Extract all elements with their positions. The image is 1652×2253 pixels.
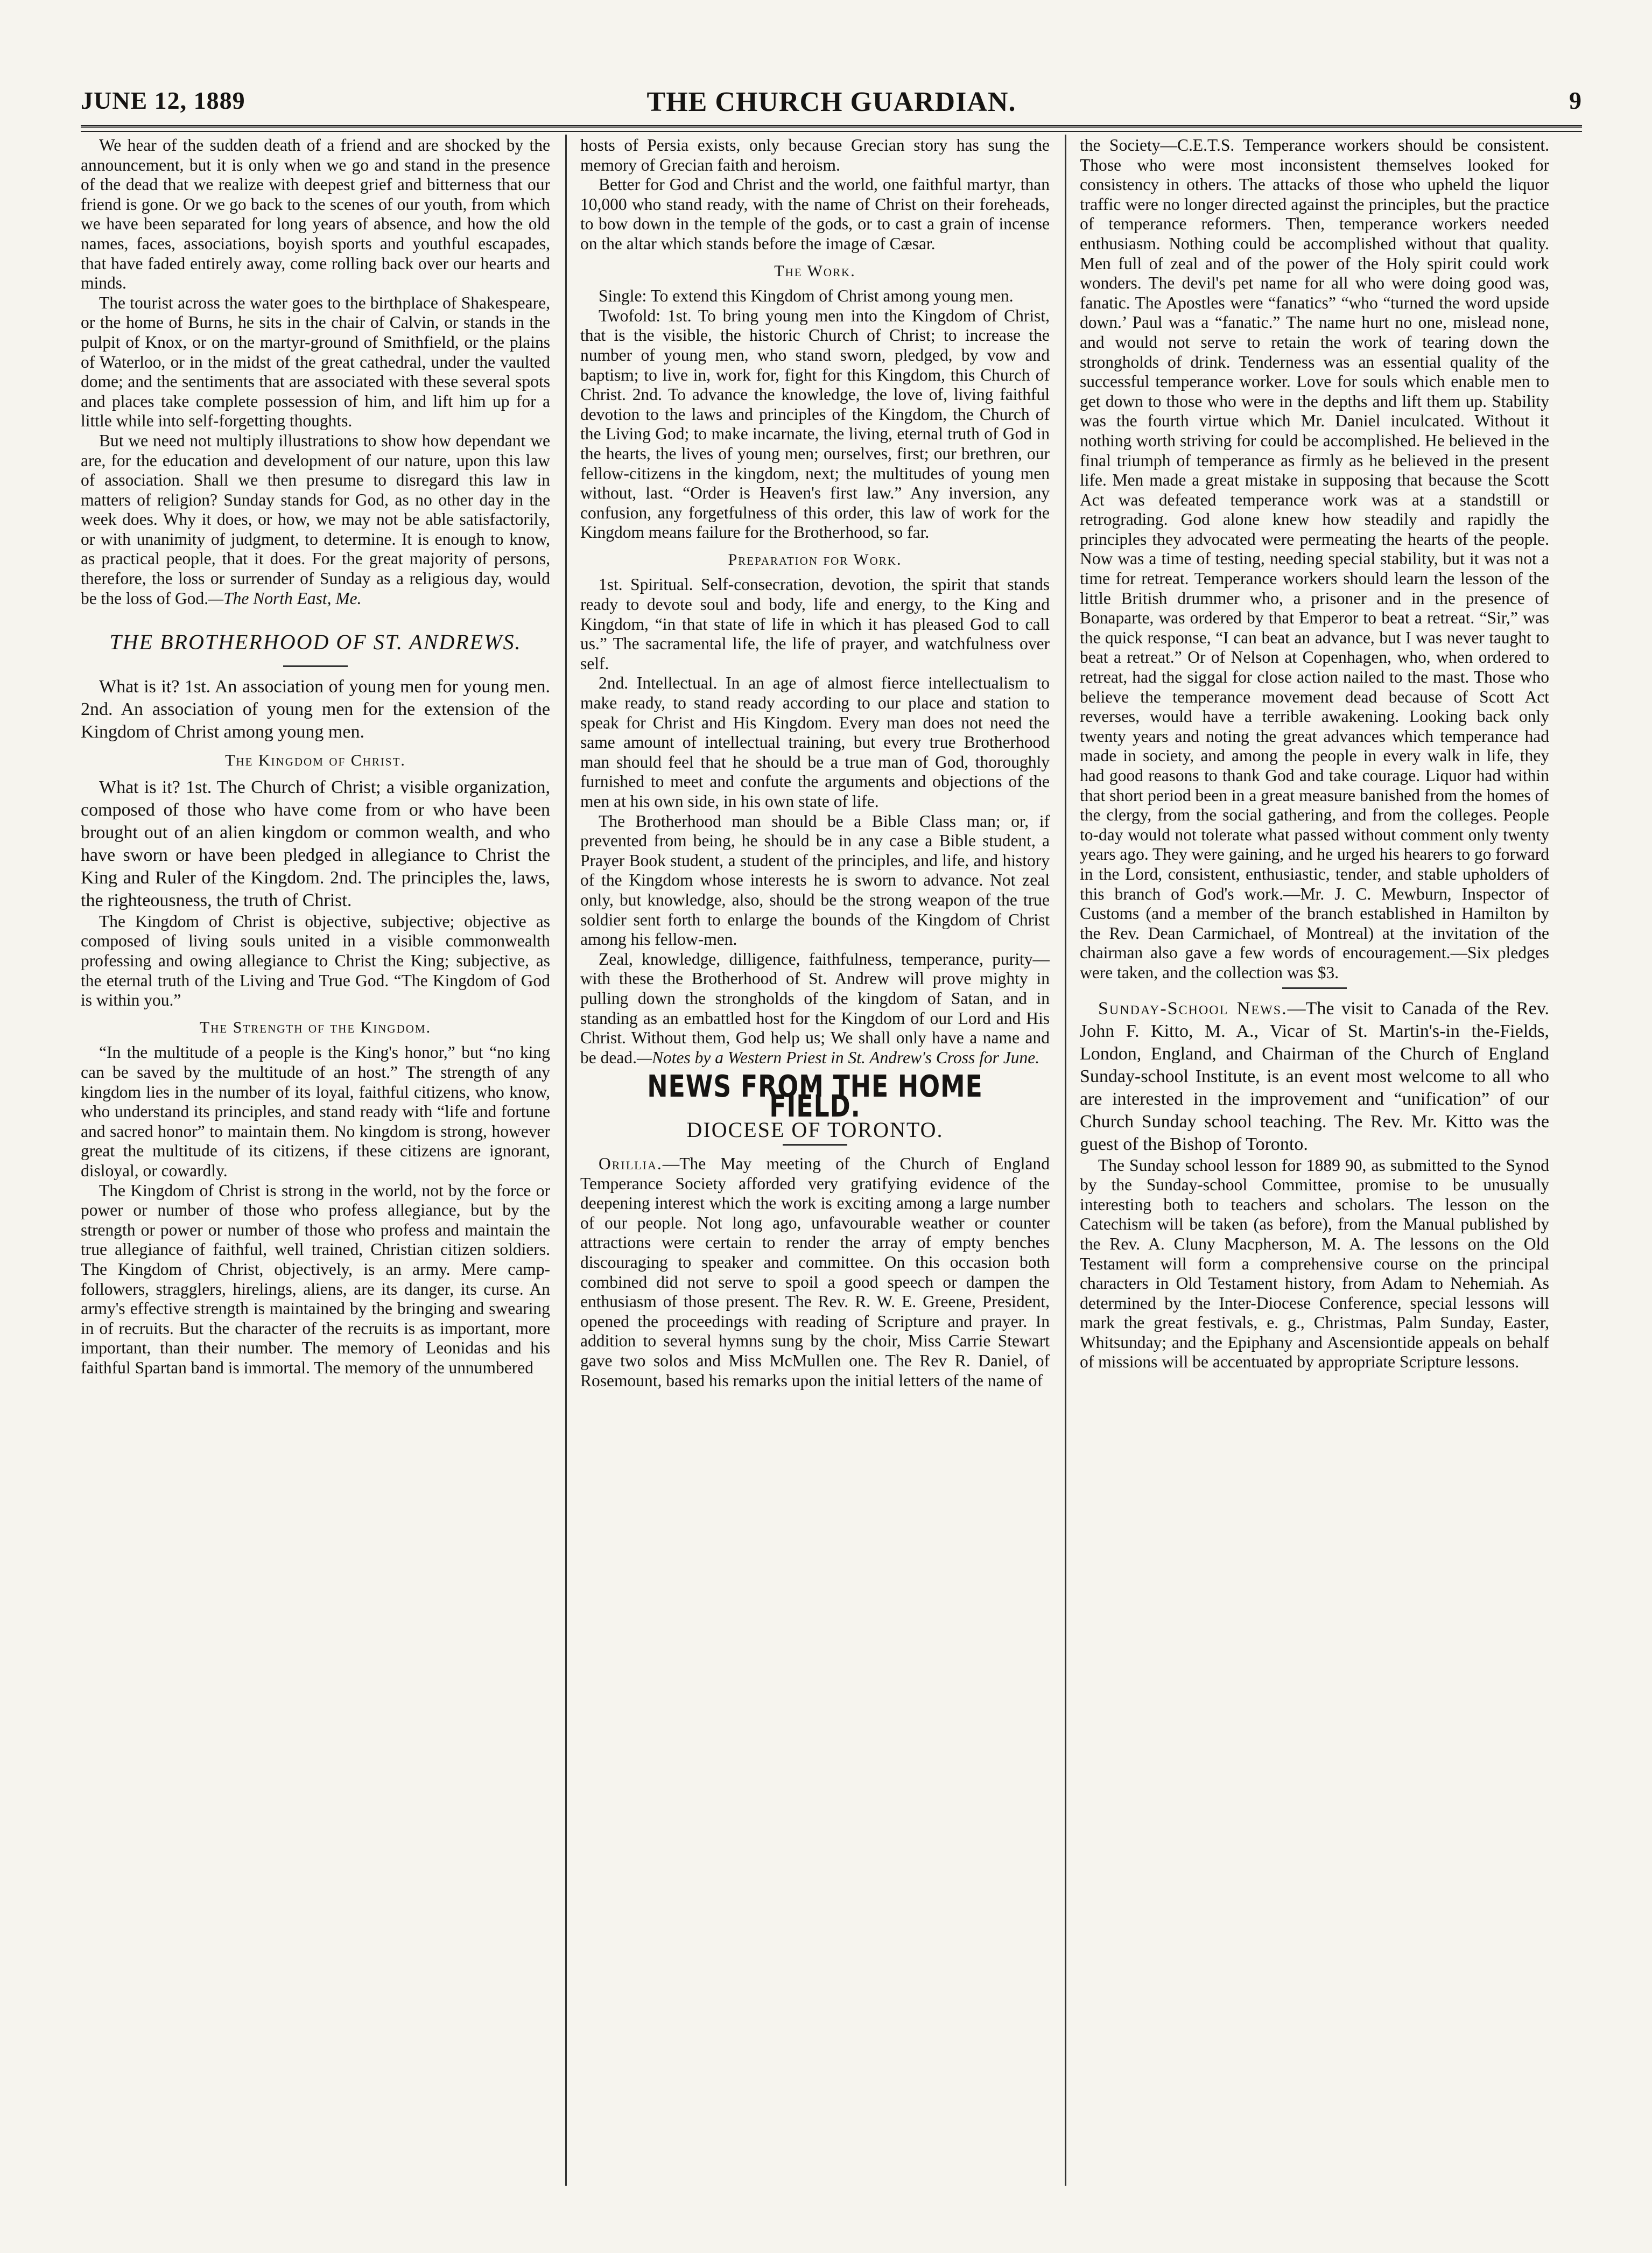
section-heading: The Kingdom of Christ. xyxy=(225,752,406,770)
paragraph: the Society—C.E.T.S. Temperance workers should be consistent. Those who were most inconsistent themselves looked for consistency in others. The attacks of those who upheld the liquor traffic were no longer directed against the principles, but the practice of temperance reformers. Then, temperance workers needed enthusiasm. Nothing could be accomplished without that quality. Men full of zeal and of the power of the Holy spirit could work wonders. The devil's pet name for all who were doing good was, fanatic. The Apostles were “fanatics” “who “turned the word upside down.’ Paul was a “fanatic.” The name hurt no one, mislead none, and would not serve to retain the work of tearing down the strongholds of drink. Tenderness was an essential quality of the successful temperance worker. Love for souls which enable men to get down to those who were in the depths and lift them up. Stability was the fourth virtue which Mr. Daniel inculcated. Without it nothing worth striving for could be accomplished. He believed in the final triumph of temperance as firmly as he believed in the present life. Men made a great mistake in supposing that because the Scott Act was defeated temperance work was at a standstill or retrograding. God alone knew how steadily and rapidly the principles they advocated were permeating the hearts of the people. Now was a time of testing, needing special stability, but it was not a time for retreat. Temperance workers should learn the lesson of the little British drummer who, a prisoner and in the presence of Bonaparte, was ordered by that Emperor to beat a retreat. “Sir,” was the quick response, “I can beat an advance, but I was never taught to beat a retreat.” Or of Nelson at Copenhagen, who, when ordered to retreat, had the siggal for close action nailed to the mast. Those who believe the temperance movement dead because of Scott Act reverses, would have a terrible awakening. Looking back only twenty years and noting the great advances which temperance had made in society, and among the people in every walk in life, they had good reasons to thank God and take courage. Liquor had within that short period been in a great measure banished from the homes of the clergy, from the social gathering, and from the colleges. People to-day would not tolerate what passed without comment only twenty years ago. They were gaining, and he urged his hearers to go forward in the Lord, consistent, enthusiastic, tender, and stable upholders of this branch of God's work.—Mr. J. C. Mewburn, Inspector of Customs (and a member of the branch established in Hamilton by the Rev. Dean Carmichael, of Montreal) at the invitation of the chairman also gave a few words of encouragement.—Six pledges were taken, and the collection was $3. xyxy=(1080,136,1549,982)
page-header xyxy=(81,81,1582,124)
paragraph: Better for God and Christ and the world, one faithful martyr, than 10,000 who stand ready, with the name of Christ on their foreheads, to bow down in the temple of the gods, or to cast a grain of incense on the altar which stands before the image of Cæsar. xyxy=(580,175,1050,253)
paragraph: But we need not multiply illustrations to show how dependant we are, for the education and development of our nature, upon this law of association. Shall we then presume to disregard this law in matters of religion? Sunday stands for God, as no other day in the week does. Why it does, or how, we may not be able satisfactorily, or with unanimity of judgment, to determine. It is enough to know, as practical people, that it does. For the great majority of persons, therefore, the loss or surrender of Sunday as a religious day, would be the loss of God.—The North East, Me. xyxy=(81,431,550,608)
header-rule xyxy=(81,125,1582,132)
lead-in: Sunday-School News. xyxy=(1098,998,1288,1019)
article-title: THE BROTHERHOOD OF ST. ANDREWS. xyxy=(109,630,522,655)
source-credit: —Notes by a Western Priest in St. Andrew's Cross for June. xyxy=(636,1048,1040,1067)
paragraph: The tourist across the water goes to the birthplace of Shakespeare, or the home of Burns, he sits in the chair of Calvin, or stands in the pulpit of Knox, or on the martyr-ground of Smithfield, or the plains of Waterloo, or in the midst of the great cathedral, under the vaulted dome; and the sentiments that are associated with these several spots and places take complete possession of him, and lift him up for a little while into self-forgetting thoughts. xyxy=(81,293,550,431)
paragraph: 2nd. Intellectual. In an age of almost fierce intellectualism to make ready, to stand ready according to our place and station to speak for Christ and His Kingdom. Every man does not need the same amount of intellectual training, but every true Brotherhood man should feel that he should be a true man of God, thoroughly furnished to meet and confute the arguments and objections of the men at his own side, in his own state of life. xyxy=(580,673,1050,811)
paragraph: Sunday-School News.—The visit to Canada of the Rev. John F. Kitto, M. A., Vicar of St. Martin's-in the-Fields, London, England, and Chairman of the Church of England Sunday-school Institute, is an event most welcome to all who are interested in the improvement and “unification” of our Church Sunday school teaching. The Rev. Mr. Kitto was the guest of the Bishop of Toronto. xyxy=(1080,998,1549,1154)
paragraph: The Kingdom of Christ is objective, subjective; objective as composed of living souls united in a visible commonwealth professing and owing allegiance to Christ the King; subjective, as the eternal truth of the Living and True God. “The Kingdom of God is within you.” xyxy=(81,911,550,1010)
paragraph: What is it? 1st. An association of young men for young men. 2nd. An association of young men for the extension of the Kingdom of Christ among young men. xyxy=(81,677,550,742)
paragraph: Zeal, knowledge, dilligence, faithfulness, temperance, purity—with these the Brotherhood of St. Andrew will prove mighty in pulling down the strongholds of the kingdom of Satan, and in standing as an embattled host for the Kingdom of our Lord and His Christ. Without them, God help us; We shall only have a name and be dead.—Notes by a Western Priest in St. Andrew's Cross for June. xyxy=(580,949,1050,1067)
paper-title: THE CHURCH GUARDIAN. xyxy=(646,87,1016,117)
paragraph: Orillia.—The May meeting of the Church of England Temperance Society afforded very gratifying evidence of the deepening interest which the work is exciting among a large number of our people. Not long ago, unfavourable weather or counter attractions were certain to render the array of empty benches discouraging to speaker and committee. On this occasion both combined did not serve to spoil a good speech or dampen the enthusiasm of those present. The Rev. R. W. E. Greene, President, opened the proceedings with reading of Scripture and prayer. In addition to several hymns sung by the choir, Miss Carrie Stewart gave two solos and Miss McMullen one. The Rev R. Daniel, of Rosemount, based his remarks upon the initial letters of the name of xyxy=(580,1154,1050,1390)
diocese-heading: DIOCESE OF TORONTO. xyxy=(686,1117,944,1142)
paragraph: “In the multitude of a people is the King's honor,” but “no king can be saved by the multitude of an host.” The strength of any kingdom lies in the number of its loyal, faithful citizens, who know, who understand its principles, and stand ready with “life and fortune and sacred honor” to maintain them. No kingdom is strong, however great the multitude of its citizens, if these citizens are ignorant, disloyal, or cowardly. xyxy=(81,1043,550,1180)
issue-date: JUNE 12, 1889 xyxy=(81,87,245,114)
paragraph: What is it? 1st. The Church of Christ; a visible organization, composed of those who have come from or who have been brought out of an alien kingdom or common wealth, and who have sworn or have been pledged in allegiance to Christ the King and Ruler of the Kingdom. 2nd. The principles the, laws, the righteousness, the truth of Christ. xyxy=(81,777,550,910)
divider xyxy=(1282,987,1347,989)
section-heading: Preparation for Work. xyxy=(728,550,902,568)
news-section-title: NEWS FROM THE HOME FIELD. xyxy=(647,1069,983,1124)
column-rule xyxy=(565,135,567,2186)
paragraph: We hear of the sudden death of a friend and are shocked by the announcement, but it is only when we go and stand in the presence of the dead that we realize with deepest grief and bitterness that our friend is gone. Or we go back to the scenes of our youth, from which we have been separated for long years of absence, and how the old names, faces, associations, boyish sports and youthful escapades, that have faded entirely away, come rolling back over our hearts and minds. xyxy=(81,136,550,293)
paragraph: The Sunday school lesson for 1889 90, as submitted to the Synod by the Sunday-school Committee, promise to be unusually interesting both to teachers and scholars. The lesson on the Catechism will be taken (as before), from the Manual published by the Rev. A. Cluny Macpherson, M. A. The lessons on the Old Testament will form a comprehensive course on the principal characters in Old Testament history, from Adam to Nehemiah. As determined by the Inter-Diocese Conference, special lessons will mark the great festivals, e. g., Christmas, Palm Sunday, Easter, Whitsunday; and the Epiphany and Ascensiontide appeals on behalf of missions will be accentuated by appropriate Scripture lessons. xyxy=(1080,1155,1549,1372)
paragraph: Single: To extend this Kingdom of Christ among young men. xyxy=(599,286,1014,306)
paragraph: The Kingdom of Christ is strong in the world, not by the force or power or number of those who profess allegiance, but by the strength or power or number of those who profess and maintain the true allegiance of faithful, well trained, Christian citizen soldiers. The Kingdom of Christ, objectively, is an army. Mere camp-followers, stragglers, hirelings, aliens, are its danger, its curse. An army's effective strength is maintained by the bringing and swearing in of recruits. But the character of the recruits is as important, more important, than their number. The memory of Leonidas and his faithful Spartan band is immortal. The memory of the unnumbered xyxy=(81,1181,550,1377)
paragraph: 1st. Spiritual. Self-consecration, devotion, the spirit that stands ready to devote soul and body, life and energy, to the King and Kingdom, “in that state of life in which it has pleased God to call us.” The sacramental life, the life of prayer, and watchfulness over self. xyxy=(580,575,1050,673)
column-rule xyxy=(1065,135,1066,2186)
lead-in: Orillia. xyxy=(599,1154,663,1174)
page-number: 9 xyxy=(1569,87,1582,114)
column-1 xyxy=(81,136,550,2187)
section-heading: The Work. xyxy=(774,262,856,280)
divider xyxy=(783,1144,847,1146)
paragraph: The Brotherhood man should be a Bible Class man; or, if prevented from being, he should be in any case a Bible student, a Prayer Book student, a student of the principles, and life, and history of the Kingdom whose interests he is sworn to advance. Not zeal only, but knowledge, also, should be the strong weapon of the true soldier sent forth to enlarge the bounds of the Kingdom of Christ among his fellow-men. xyxy=(580,811,1050,949)
divider xyxy=(283,665,348,667)
paragraph: Twofold: 1st. To bring young men into the Kingdom of Christ, that is the visible, the historic Church of Christ; to increase the number of young men, who stand sworn, pledged, by vow and baptism; to live in, work for, fight for this Kingdom, this Church of Christ. 2nd. To advance the knowledge, the love of, living faithful devotion to the laws and principles of the Kingdom, the Church of the Living God; to make incarnate, the living, eternal truth of God in the hearts, the lives of young men; ourselves, first; our brethren, our fellow-citizens in the kingdom, next; the multitudes of young men without, last. “Order is Heaven's first law.” Any inversion, any confusion, any forgetfulness of this order, this law of work for the Kingdom means failure for the Brotherhood, so far. xyxy=(580,306,1050,542)
source-credit: —The North East, Me. xyxy=(208,588,362,608)
section-heading: The Strength of the Kingdom. xyxy=(199,1018,432,1036)
column-2 xyxy=(580,136,1050,2187)
column-3 xyxy=(1080,136,1549,2187)
paragraph: hosts of Persia exists, only because Grecian story has sung the memory of Grecian faith and heroism. xyxy=(580,136,1050,174)
